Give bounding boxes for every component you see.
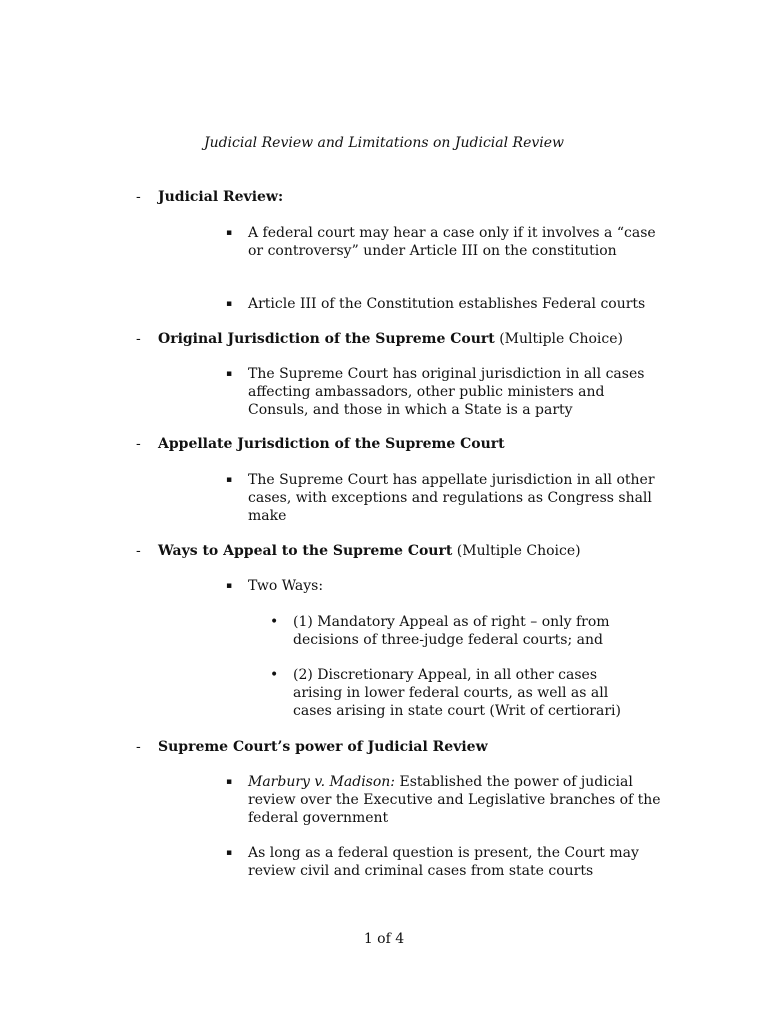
round-bullet-icon: • bbox=[270, 614, 279, 630]
document-title: Judicial Review and Limitations on Judicial Review bbox=[203, 135, 565, 151]
square-bullet-icon: ▪ bbox=[226, 475, 233, 485]
section-dash: - bbox=[136, 189, 141, 205]
section-heading bbox=[158, 435, 505, 453]
list-item-text: As long as a federal question is present, the Court may review civil and criminal cases from state courts bbox=[248, 845, 639, 879]
section-heading-note: (Multiple Choice) bbox=[499, 331, 623, 347]
section-heading bbox=[158, 542, 581, 560]
square-bullet-icon: ▪ bbox=[226, 848, 233, 858]
list-item-text: A federal court may hear a case only if it involves a “case or controversy” under Article III on the constitution bbox=[248, 225, 656, 259]
sub-list-item-text: (1) Mandatory Appeal as of right – only from decisions of three-judge federal courts; and bbox=[293, 614, 610, 648]
list-item-text: Article III of the Constitution establishes Federal courts bbox=[248, 296, 646, 312]
section-heading-text: Supreme Court’s power of Judicial Review bbox=[158, 739, 488, 755]
section-heading bbox=[158, 738, 488, 756]
section-dash: - bbox=[136, 739, 141, 755]
section-heading-text: Original Jurisdiction of the Supreme Court bbox=[158, 331, 495, 347]
section-heading bbox=[158, 330, 623, 348]
section-dash: - bbox=[136, 543, 141, 559]
list-item-text: The Supreme Court has original jurisdiction in all cases affecting ambassadors, other public ministers and Consuls, and those in which a State is a party bbox=[248, 366, 645, 418]
case-description: Established the power of judicial review over the Executive and Legislative branches of the federal government bbox=[248, 774, 661, 826]
square-bullet-icon: ▪ bbox=[226, 581, 233, 591]
section-heading-text: Judicial Review: bbox=[158, 189, 284, 205]
page-number: 1 of 4 bbox=[363, 931, 405, 947]
section-heading-text: Appellate Jurisdiction of the Supreme Court bbox=[158, 436, 505, 452]
section-dash: - bbox=[136, 331, 141, 347]
square-bullet-icon: ▪ bbox=[226, 299, 233, 309]
case-name: Marbury v. Madison: bbox=[248, 774, 396, 790]
square-bullet-icon: ▪ bbox=[226, 228, 233, 238]
round-bullet-icon: • bbox=[270, 667, 279, 683]
section-dash: - bbox=[136, 436, 141, 452]
list-item-text bbox=[248, 773, 668, 827]
section-heading-note: (Multiple Choice) bbox=[456, 543, 581, 559]
square-bullet-icon: ▪ bbox=[226, 777, 233, 787]
sub-list-item-text: (2) Discretionary Appeal, in all other cases arising in lower federal courts, as well as all cases arising in state court (Writ of certiorari) bbox=[293, 667, 621, 719]
section-heading bbox=[158, 188, 283, 206]
list-item-text: The Supreme Court has appellate jurisdiction in all other cases, with exceptions and regulations as Congress shall make bbox=[248, 472, 655, 524]
section-heading-text: Ways to Appeal to the Supreme Court bbox=[158, 543, 453, 559]
list-item-text: Two Ways: bbox=[248, 578, 324, 594]
square-bullet-icon: ▪ bbox=[226, 369, 233, 379]
